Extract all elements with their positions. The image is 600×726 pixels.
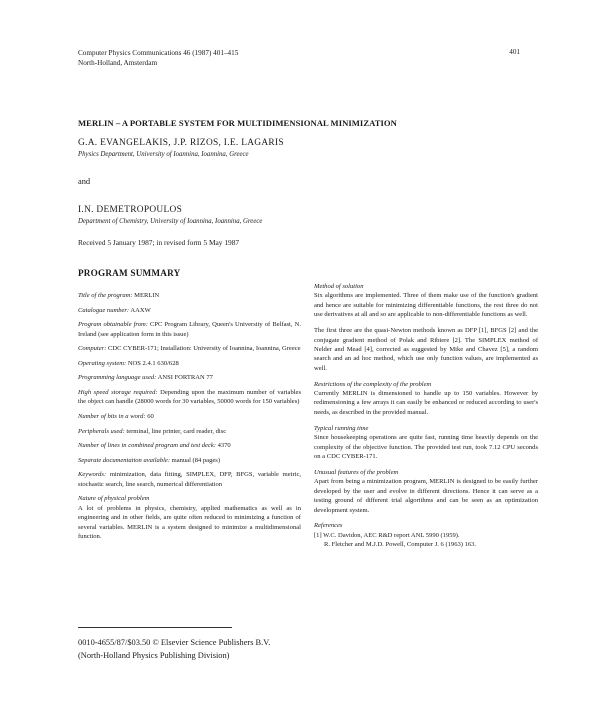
field-value: manual (84 pages): [171, 456, 220, 464]
affiliation-chemistry: Department of Chemistry, University of Ioannina, Ioannina, Greece: [78, 218, 263, 225]
reference-list: [314, 531, 538, 550]
summary-field: [78, 306, 301, 315]
section-heading: Restrictions of the complexity of the problem: [314, 380, 432, 388]
section-text: Currently MERLIN is dimensioned to handle up to 150 variables. However by redimensioning a few arrays it can easily be enhanced or reduced according to user's needs, as described in the provided manual.: [314, 390, 538, 416]
journal-line-2: North-Holland, Amsterdam: [78, 59, 158, 67]
unusual-features-section: [314, 468, 538, 515]
section-heading: Unusual features of the problem: [314, 468, 399, 476]
summary-field: [78, 456, 301, 465]
page-number: 401: [509, 48, 520, 56]
summary-field: [78, 320, 301, 339]
section-text: Since housekeeping operations are quite fast, running time heavily depends on the complexity of the objective function. The provided test run, took 7.12 CPU seconds on a CDC CYBER-171.: [314, 434, 538, 460]
field-value: minimization, data fitting, SIMPLEX, DFP, BFGS, variable metric, stochastic search, line search, numerical differentiation: [78, 471, 301, 488]
summary-left-column: [78, 291, 301, 541]
summary-field: [78, 441, 301, 450]
field-label: Program obtainable from:: [78, 321, 148, 329]
section-text: Six algorithms are implemented. Three of them make use of the function's gradient and hence are suitable for minimizing differentiable functions, the rest three do not use derivatives at all and so are applicable to non-differentiable functions as well.: [314, 292, 538, 319]
field-label: Separate documentation available:: [78, 456, 170, 464]
field-label: Operating system:: [78, 359, 127, 367]
field-value: Depending upon the maximum number of variables the object can handle (28000 words for 30 variables, 50000 words for 150 variables): [78, 388, 301, 406]
journal-line-1: Computer Physics Communications 46 (1987) 401–415: [78, 49, 239, 57]
author-list: G.A. EVANGELAKIS, J.P. RIZOS, I.E. LAGARIS: [78, 138, 284, 148]
reference-item: [1] W.C. Davidon, AEC R&D report ANL 5990 (1959).: [314, 531, 460, 539]
summary-field: [78, 373, 301, 382]
footer-divider: [78, 627, 232, 628]
running-time-section: [314, 424, 538, 462]
publisher-division: (North-Holland Physics Publishing Division): [78, 651, 230, 660]
author-conjunction: and: [78, 177, 91, 186]
field-value: CDC CYBER-171; Installation: University of Ioannina, Ioannina, Greece: [108, 345, 301, 353]
field-label: Computer:: [78, 345, 107, 353]
summary-field: [78, 412, 301, 421]
field-value: NOS 2.4.1 630/628: [127, 359, 179, 367]
received-date: Received 5 January 1987; in revised form 5 May 1987: [78, 238, 240, 247]
article-title: MERLIN – A PORTABLE SYSTEM FOR MULTIDIMENSIONAL MINIMIZATION: [78, 118, 397, 128]
summary-field: [78, 427, 301, 436]
copyright-line: 0010-4655/87/$03.50 © Elsevier Science Publishers B.V.: [78, 638, 271, 647]
restrictions-section: [314, 380, 538, 418]
field-value: CPC Program Library, Queen's University of Belfast, N. Ireland (see application form in this issue): [78, 321, 301, 338]
field-value: terminal, line printer, card reader, disc: [126, 427, 227, 435]
section-text: The first three are the quasi-Newton methods known as DFP [1], BFGS [2] and the conjugate gradient method of Polak and Ribiere [2]. The SIMPLEX method of Nelder and Mead [4], corrected as suggested by Mike and Chavez [5], a random search and an ad hoc method, which use only function values, are implemented as well.: [314, 327, 538, 372]
field-label: Catalogue number:: [78, 306, 130, 314]
field-value: 60: [147, 412, 154, 420]
summary-field: [78, 344, 301, 353]
field-value: MERLIN: [134, 292, 160, 299]
field-value: ANSI FORTRAN 77: [157, 374, 213, 382]
journal-citation: [78, 48, 238, 68]
field-label: Number of lines in combined program and test deck:: [78, 442, 216, 450]
field-label: Programming language used:: [78, 374, 157, 382]
summary-field: [78, 388, 301, 407]
method-of-solution-section: [314, 282, 538, 320]
field-value: 4370: [217, 442, 231, 450]
nature-of-problem-text: A lot of problems in physics, chemistry, applied mathematics as well as in engineering and in other fields, are quite often reduced to minimizing a function of several variables. MERLIN is a system designed to minimize a multidimensional function.: [78, 504, 301, 540]
section-text: Apart from being a minimization program, MERLIN is designed to be easily further developed by the user and evolve in different directions. Hence it can serve as a testing ground of different trial algorithms and can be seen as an optimization development system.: [314, 478, 538, 514]
summary-right-column: [314, 282, 538, 556]
references-section: [314, 521, 538, 549]
field-label: Title of the program:: [78, 292, 133, 299]
section-heading: Method of solution: [314, 283, 364, 290]
summary-field: [78, 359, 301, 368]
nature-of-problem-heading: Nature of physical problem: [78, 495, 150, 503]
references-heading: References: [314, 522, 343, 530]
summary-field: [78, 470, 301, 489]
summary-field: [78, 291, 301, 300]
field-label: Peripherals used:: [78, 427, 125, 435]
program-summary-heading: PROGRAM SUMMARY: [78, 268, 181, 278]
section-heading: Typical running time: [314, 424, 369, 432]
field-label: Number of bits in a word:: [78, 412, 146, 420]
methods-detail-section: [314, 326, 538, 373]
reference-item: R. Fletcher and M.J.D. Powell, Computer J. 6 (1963) 163.: [324, 541, 477, 549]
field-value: AAXW: [130, 306, 151, 314]
affiliation-physics: Physics Department, University of Ioannina, Ioannina, Greece: [78, 151, 249, 158]
second-author: I.N. DEMETROPOULOS: [78, 205, 183, 215]
field-label: Keywords:: [78, 471, 107, 479]
copyright-footer: [78, 636, 270, 662]
field-label: High speed storage required:: [78, 388, 158, 396]
